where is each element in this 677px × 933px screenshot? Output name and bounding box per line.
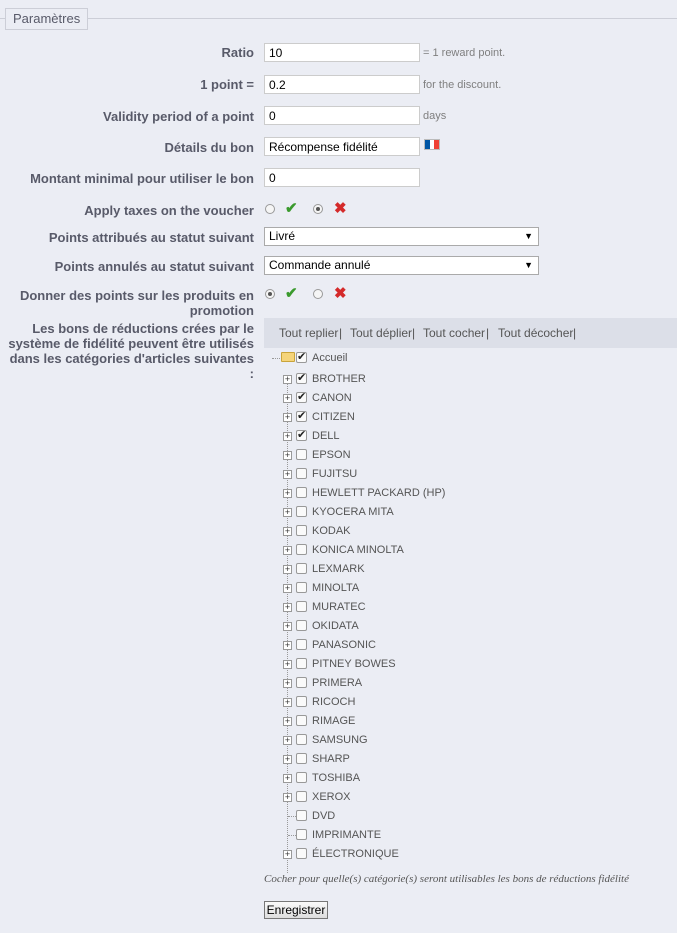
tree-node (264, 617, 677, 636)
status-cancelled-value: Commande annulé (269, 258, 371, 272)
tree-node (264, 750, 677, 769)
plus-icon[interactable]: + (284, 621, 291, 631)
category-label: IMPRIMANTE (312, 829, 382, 841)
category-label: PANASONIC (312, 639, 376, 651)
cross-icon: ✖ (334, 200, 347, 217)
toolbar-separator: | (412, 326, 416, 340)
category-label: OKIDATA (312, 620, 359, 632)
voucher-details-input[interactable]: Récompense fidélité (264, 137, 420, 156)
promo-points-yes-radio[interactable] (265, 289, 275, 299)
plus-icon[interactable]: + (284, 640, 291, 650)
tree-node (264, 655, 677, 674)
category-checkbox[interactable] (296, 392, 307, 403)
category-label: KYOCERA MITA (312, 506, 394, 518)
category-checkbox[interactable] (296, 810, 307, 821)
tree-node (264, 826, 677, 845)
validity-input[interactable]: 0 (264, 106, 420, 125)
toolbar-separator: | (339, 326, 343, 340)
tree-node (264, 541, 677, 560)
plus-icon[interactable]: + (284, 412, 291, 422)
check-icon: ✔ (285, 200, 298, 217)
plus-icon[interactable]: + (284, 431, 291, 441)
point-value-input[interactable]: 0.2 (264, 75, 420, 94)
categories-label-line4: : (249, 366, 254, 381)
tree-node (264, 465, 677, 484)
category-label: LEXMARK (312, 563, 365, 575)
category-label: EPSON (312, 449, 351, 461)
tree-node (264, 636, 677, 655)
category-label: PRIMERA (312, 677, 363, 689)
plus-icon[interactable]: + (284, 469, 291, 479)
category-checkbox[interactable] (296, 677, 307, 688)
category-checkbox[interactable] (296, 525, 307, 536)
plus-icon[interactable]: + (284, 583, 291, 593)
status-given-select[interactable] (264, 227, 539, 246)
categories-help-note: Cocher pour quelle(s) catégorie(s) seront utilisables les bons de réductions fidélité (264, 873, 629, 885)
tree-node (264, 598, 677, 617)
tree-toolbar (264, 318, 677, 348)
category-checkbox[interactable] (296, 848, 307, 859)
category-checkbox[interactable] (296, 487, 307, 498)
apply-taxes-yes-radio[interactable] (265, 204, 275, 214)
categories-label-line3: dans les catégories d'articles suivantes (9, 351, 254, 366)
french-flag-icon[interactable] (424, 139, 440, 150)
plus-icon[interactable]: + (284, 735, 291, 745)
category-label: MURATEC (312, 601, 366, 613)
category-label: RICOCH (312, 696, 356, 708)
category-label: CITIZEN (312, 411, 355, 423)
plus-icon[interactable]: + (284, 602, 291, 612)
category-label: SHARP (312, 753, 350, 765)
apply-taxes-no-radio[interactable] (313, 204, 323, 214)
tree-connector (288, 835, 296, 836)
category-checkbox[interactable] (296, 468, 307, 479)
plus-icon[interactable]: + (284, 488, 291, 498)
tree-node (264, 807, 677, 826)
category-label: FUJITSU (312, 468, 358, 480)
tree-node (264, 579, 677, 598)
category-label: KONICA MINOLTA (312, 544, 404, 556)
plus-icon[interactable]: + (284, 773, 291, 783)
category-checkbox[interactable] (296, 620, 307, 631)
validity-hint: days (423, 110, 447, 122)
plus-icon[interactable]: + (284, 564, 291, 574)
category-checkbox[interactable] (296, 772, 307, 783)
plus-icon[interactable]: + (284, 754, 291, 764)
promo-points-label-line2: promotion (189, 303, 254, 318)
apply-taxes-label: Apply taxes on the voucher (84, 203, 254, 218)
ratio-hint: = 1 reward point. (423, 47, 506, 59)
point-value-hint: for the discount. (423, 79, 502, 91)
categories-label-line1: Les bons de réductions crées par le (32, 321, 254, 336)
ratio-input[interactable]: 10 (264, 43, 420, 62)
category-label: PITNEY BOWES (312, 658, 396, 670)
tree-node (264, 522, 677, 541)
category-label: BROTHER (312, 373, 366, 385)
tree-node (264, 446, 677, 465)
toolbar-separator: | (486, 326, 490, 340)
category-checkbox[interactable] (296, 753, 307, 764)
status-cancelled-label: Points annulés au statut suivant (54, 259, 254, 274)
category-checkbox[interactable] (296, 411, 307, 422)
cross-icon: ✖ (334, 285, 347, 302)
tree-connector (288, 816, 296, 817)
tree-node (264, 427, 677, 446)
tree-root (264, 349, 677, 368)
collapse-all-link[interactable]: Tout replier (279, 326, 339, 340)
plus-icon[interactable]: + (284, 393, 291, 403)
status-given-value: Livré (269, 229, 296, 243)
plus-icon[interactable]: + (284, 526, 291, 536)
ratio-label: Ratio (221, 45, 254, 60)
category-label: SAMSUNG (312, 734, 368, 746)
status-cancelled-select[interactable] (264, 256, 539, 275)
tree-node (264, 845, 677, 864)
min-amount-input[interactable]: 0 (264, 168, 420, 187)
validity-label: Validity period of a point (103, 109, 254, 124)
uncheck-all-link[interactable]: Tout décocher (498, 326, 574, 340)
check-icon: ✔ (285, 285, 298, 302)
fieldset-legend: Paramètres (5, 8, 88, 30)
min-amount-label: Montant minimal pour utiliser le bon (30, 171, 254, 186)
dropdown-arrow-icon: ▼ (524, 260, 533, 270)
categories-label-line2: système de fidélité peuvent être utilisés (8, 336, 254, 351)
tree-node (264, 712, 677, 731)
plus-icon[interactable]: + (284, 792, 291, 802)
tree-node (264, 408, 677, 427)
category-checkbox[interactable] (296, 373, 307, 384)
category-checkbox[interactable] (296, 582, 307, 593)
category-checkbox[interactable] (296, 449, 307, 460)
status-given-label: Points attribués au statut suivant (48, 230, 254, 245)
plus-icon[interactable]: + (284, 450, 291, 460)
plus-icon[interactable]: + (284, 678, 291, 688)
save-button[interactable]: Enregistrer (264, 901, 328, 919)
folder-open-icon (281, 352, 295, 362)
category-checkbox[interactable] (296, 696, 307, 707)
root-label: Accueil (312, 352, 348, 364)
plus-icon[interactable]: + (284, 716, 291, 726)
category-checkbox[interactable] (296, 563, 307, 574)
voucher-details-label: Détails du bon (164, 140, 254, 155)
category-checkbox[interactable] (296, 639, 307, 650)
tree-node (264, 503, 677, 522)
category-checkbox[interactable] (296, 829, 307, 840)
tree-node (264, 674, 677, 693)
tree-node (264, 769, 677, 788)
point-value-label: 1 point = (200, 77, 254, 92)
expand-all-link[interactable]: Tout déplier (350, 326, 413, 340)
root-checkbox[interactable] (296, 352, 307, 363)
category-checkbox[interactable] (296, 791, 307, 802)
plus-icon[interactable]: + (284, 697, 291, 707)
category-checkbox[interactable] (296, 715, 307, 726)
check-all-link[interactable]: Tout cocher (423, 326, 486, 340)
plus-icon[interactable]: + (284, 374, 291, 384)
promo-points-label-line1: Donner des points sur les produits en (19, 288, 254, 303)
plus-icon[interactable]: + (284, 507, 291, 517)
plus-icon[interactable]: + (284, 849, 291, 859)
category-label: DELL (312, 430, 340, 442)
category-label: HEWLETT PACKARD (HP) (312, 487, 446, 499)
tree-node (264, 370, 677, 389)
category-checkbox[interactable] (296, 506, 307, 517)
tree-node (264, 693, 677, 712)
promo-points-no-radio[interactable] (313, 289, 323, 299)
toolbar-separator: | (573, 326, 577, 340)
category-checkbox[interactable] (296, 734, 307, 745)
category-label: CANON (312, 392, 352, 404)
category-checkbox[interactable] (296, 658, 307, 669)
category-checkbox[interactable] (296, 544, 307, 555)
tree-node (264, 560, 677, 579)
category-label: KODAK (312, 525, 351, 537)
tree-node (264, 731, 677, 750)
tree-node (264, 788, 677, 807)
category-label: ÉLECTRONIQUE (312, 848, 399, 860)
category-label: MINOLTA (312, 582, 360, 594)
plus-icon[interactable]: + (284, 659, 291, 669)
plus-icon[interactable]: + (284, 545, 291, 555)
category-label: DVD (312, 810, 336, 822)
category-checkbox[interactable] (296, 430, 307, 441)
tree-node (264, 484, 677, 503)
category-label: XEROX (312, 791, 351, 803)
category-checkbox[interactable] (296, 601, 307, 612)
dropdown-arrow-icon: ▼ (524, 231, 533, 241)
category-label: TOSHIBA (312, 772, 361, 784)
category-label: RIMAGE (312, 715, 356, 727)
tree-node (264, 389, 677, 408)
